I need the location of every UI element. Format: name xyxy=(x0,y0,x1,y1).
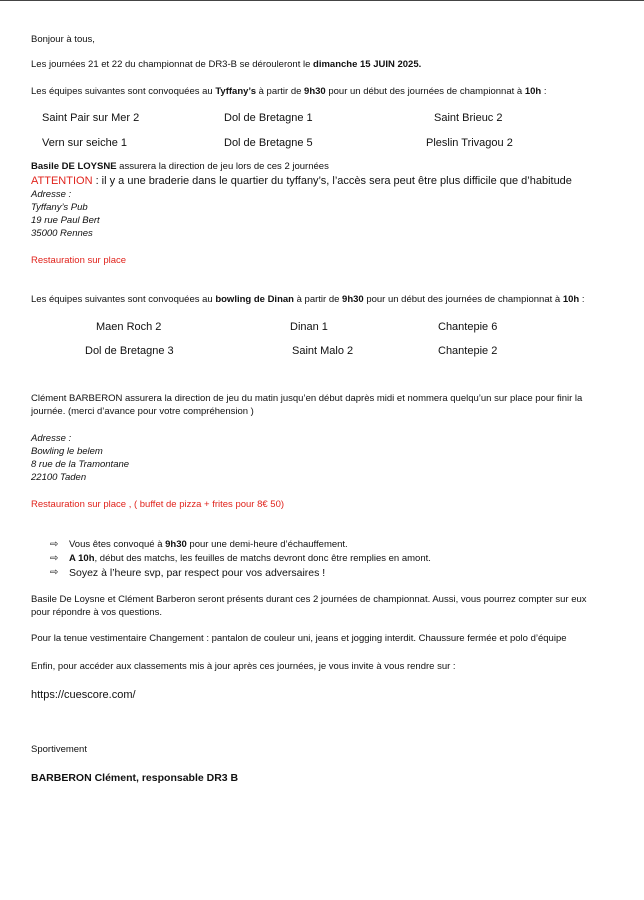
venue2-director-line: journée. (merci d’avance pour votre compréhension ) xyxy=(31,406,254,417)
venue1-address-label: Adresse : xyxy=(31,189,72,200)
venue1-convocation xyxy=(31,86,546,98)
venue1-team: Dol de Bretagne 5 xyxy=(224,137,313,149)
venue2-place: bowling de Dinan xyxy=(215,294,294,305)
match-date: dimanche 15 JUIN 2025. xyxy=(313,59,422,70)
signature: BARBERON Clément, responsable DR3 B xyxy=(31,772,239,784)
intro-text: Les journées 21 et 22 du championnat de DR3-B se dérouleront le xyxy=(31,59,314,70)
bullet-text: , début des matchs, les feuilles de matchs devront donc être remplies en amont. xyxy=(94,553,431,564)
venue1-text-c: pour un début des journées de championnat à xyxy=(325,86,525,97)
venue2-time: 9h30 xyxy=(342,294,364,305)
venue1-address-line: 19 rue Paul Bert xyxy=(31,215,100,226)
venue2-text-d: : xyxy=(579,294,585,305)
bullet-bold: 9h30 xyxy=(165,539,187,550)
venue2-team: Chantepie 2 xyxy=(438,345,498,357)
venue1-address-line: 35000 Rennes xyxy=(31,228,93,239)
dress-code: Pour la tenue vestimentaire Changement : pantalon de couleur uni, jeans et jogging interdit. Chaussure fermée et polo d’équipe xyxy=(31,633,567,644)
venue2-address-line: Bowling le belem xyxy=(31,446,103,457)
intro-paragraph xyxy=(31,59,421,71)
attention-text: : il y a une braderie dans le quartier du tyffany’s, l’accès sera peut être plus difficile que d’habitude xyxy=(92,175,572,187)
venue2-start: 10h xyxy=(562,294,580,305)
greeting: Bonjour à tous, xyxy=(31,34,95,45)
rankings-text: Enfin, pour accéder aux classements mis à jour après ces journées, je vous invite à vous rendre sur : xyxy=(31,661,456,672)
bullet-bold: A 10h xyxy=(69,553,95,564)
venue1-director-name: Basile DE LOYSNE xyxy=(31,161,117,172)
venue1-team: Vern sur seiche 1 xyxy=(42,137,127,149)
bullet-text: Vous êtes convoqué à xyxy=(69,539,166,550)
page-top-border xyxy=(0,0,644,1)
venue2-team: Dinan 1 xyxy=(290,321,328,333)
venue1-text-b: à partir de xyxy=(255,86,305,97)
closing: Sportivement xyxy=(31,744,87,755)
venue2-team: Maen Roch 2 xyxy=(96,321,162,333)
venue1-start: 10h xyxy=(524,86,542,97)
venue2-address-label: Adresse : xyxy=(31,433,72,444)
venue1-place: Tyffany’s xyxy=(215,86,256,97)
arrow-right-outline-icon: ⇨ xyxy=(50,553,59,564)
venue1-text-d: : xyxy=(541,86,547,97)
venue2-director-line: Clément BARBERON assurera la direction de jeu du matin jusqu’en début daprès midi et nommera quelqu’un sur place pour finir la xyxy=(31,393,583,404)
bullet-text: pour une demi-heure d’échauffement. xyxy=(186,539,348,550)
venue2-text-b: à partir de xyxy=(293,294,343,305)
presence-line: pour répondre à vos questions. xyxy=(31,607,162,618)
venue2-team: Chantepie 6 xyxy=(438,321,498,333)
venue1-team: Saint Brieuc 2 xyxy=(434,112,503,124)
bullet-item xyxy=(69,567,325,579)
venue1-team: Saint Pair sur Mer 2 xyxy=(42,112,140,124)
arrow-right-outline-icon: ⇨ xyxy=(50,567,59,578)
venue2-text-c: pour un début des journées de championnat à xyxy=(363,294,563,305)
venue1-director-text: assurera la direction de jeu lors de ces 2 journées xyxy=(116,161,329,172)
venue2-convocation xyxy=(31,294,584,306)
venue2-address-line: 8 rue de la Tramontane xyxy=(31,459,130,470)
venue2-restauration: Restauration sur place , ( buffet de pizza + frites pour 8€ 50) xyxy=(31,499,285,510)
venue2-address-line: 22100 Taden xyxy=(31,472,87,483)
bullet-item xyxy=(69,539,348,551)
venue1-director xyxy=(31,161,329,173)
venue1-address-line: Tyffany’s Pub xyxy=(31,202,88,213)
cuescore-link[interactable]: https://cuescore.com/ xyxy=(31,689,136,701)
attention-label: ATTENTION xyxy=(31,175,93,187)
venue1-time: 9h30 xyxy=(304,86,326,97)
presence-line: Basile De Loysne et Clément Barberon seront présents durant ces 2 journées de championnat. Aussi, vous pourrez compter sur eux xyxy=(31,594,587,605)
venue1-attention xyxy=(31,175,572,187)
venue1-team: Dol de Bretagne 1 xyxy=(224,112,313,124)
venue2-text-a: Les équipes suivantes sont convoquées au xyxy=(31,294,216,305)
bullet-item xyxy=(69,553,431,565)
venue2-team: Dol de Bretagne 3 xyxy=(85,345,174,357)
venue1-team: Pleslin Trivagou 2 xyxy=(426,137,513,149)
venue1-restauration: Restauration sur place xyxy=(31,255,127,266)
venue2-team: Saint Malo 2 xyxy=(292,345,354,357)
venue1-text-a: Les équipes suivantes sont convoquées au xyxy=(31,86,216,97)
bullet-text: Soyez à l’heure svp, par respect pour vos adversaires ! xyxy=(69,567,326,579)
arrow-right-outline-icon: ⇨ xyxy=(50,539,59,550)
